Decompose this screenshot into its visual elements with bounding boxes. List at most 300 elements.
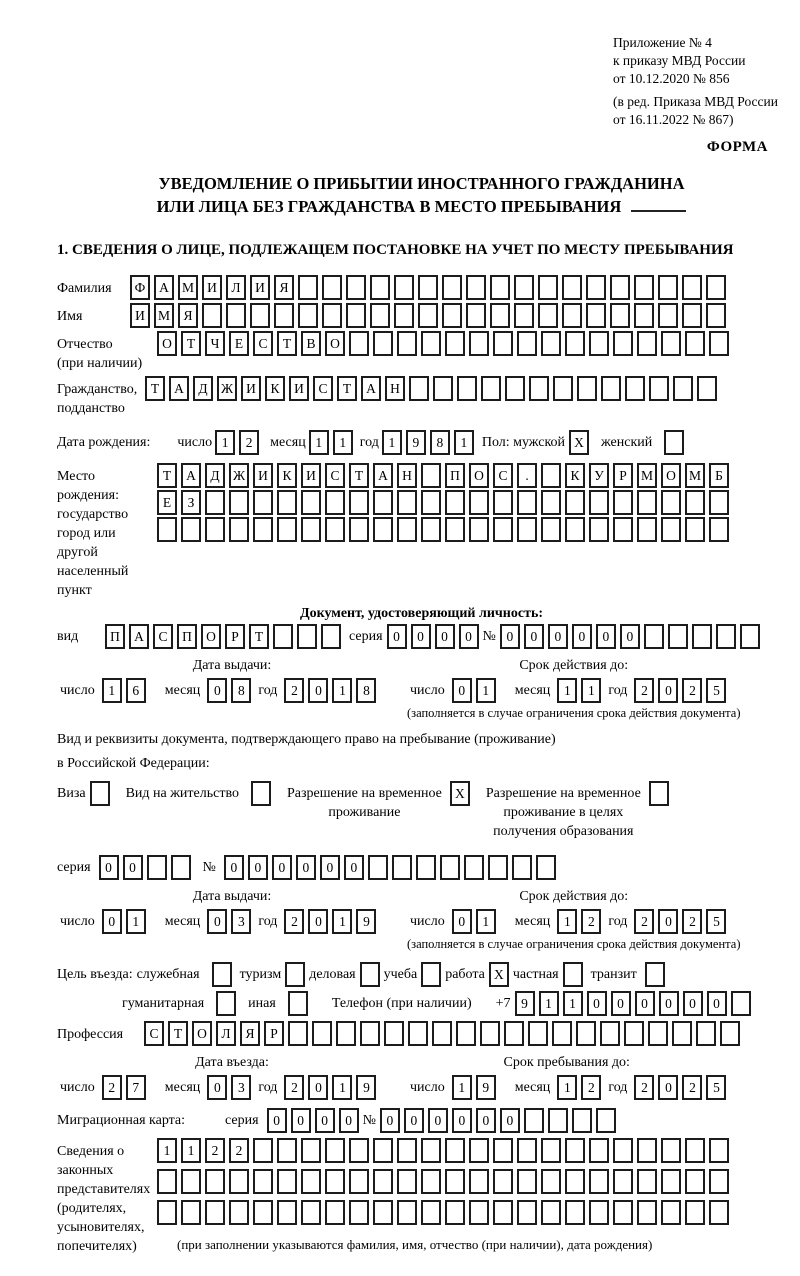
char-cell[interactable] <box>648 1021 668 1046</box>
char-cell[interactable] <box>490 303 510 328</box>
char-cell[interactable] <box>716 624 736 649</box>
char-cell[interactable]: X <box>489 962 509 987</box>
char-cell[interactable]: 0 <box>683 991 703 1016</box>
char-cell[interactable]: 9 <box>356 1075 376 1100</box>
char-cell[interactable] <box>418 303 438 328</box>
char-cell[interactable]: 0 <box>296 855 316 880</box>
char-cell[interactable]: 0 <box>500 1108 520 1133</box>
char-cell[interactable]: 0 <box>387 624 407 649</box>
char-cell[interactable]: С <box>253 331 273 356</box>
char-cell[interactable]: 0 <box>267 1108 287 1133</box>
entry-day-cells[interactable] <box>102 1075 146 1100</box>
char-cell[interactable] <box>562 275 582 300</box>
char-cell[interactable] <box>250 303 270 328</box>
char-cell[interactable] <box>529 376 549 401</box>
char-cell[interactable] <box>469 1200 489 1225</box>
char-cell[interactable]: Б <box>709 463 729 488</box>
char-cell[interactable]: 0 <box>224 855 244 880</box>
char-cell[interactable] <box>445 1200 465 1225</box>
char-cell[interactable] <box>562 303 582 328</box>
char-cell[interactable] <box>346 303 366 328</box>
char-cell[interactable]: Т <box>249 624 269 649</box>
char-cell[interactable]: Ч <box>205 331 225 356</box>
char-cell[interactable] <box>658 303 678 328</box>
char-cell[interactable]: И <box>202 275 222 300</box>
identity-valid-year-cells[interactable] <box>634 678 726 703</box>
char-cell[interactable]: И <box>250 275 270 300</box>
char-cell[interactable]: А <box>169 376 189 401</box>
birth-year-cells[interactable] <box>382 430 474 455</box>
char-cell[interactable] <box>273 624 293 649</box>
char-cell[interactable] <box>394 303 414 328</box>
char-cell[interactable]: 0 <box>659 991 679 1016</box>
char-cell[interactable]: 1 <box>215 430 235 455</box>
char-cell[interactable] <box>373 490 393 515</box>
char-cell[interactable] <box>493 490 513 515</box>
char-cell[interactable] <box>301 1200 321 1225</box>
char-cell[interactable]: А <box>373 463 393 488</box>
char-cell[interactable]: 5 <box>706 909 726 934</box>
char-cell[interactable]: 2 <box>634 909 654 934</box>
residence-valid-month-cells[interactable] <box>557 909 601 934</box>
char-cell[interactable]: Т <box>145 376 165 401</box>
char-cell[interactable] <box>661 490 681 515</box>
citizenship-cells[interactable] <box>145 376 717 401</box>
char-cell[interactable] <box>613 1169 633 1194</box>
char-cell[interactable] <box>445 517 465 542</box>
char-cell[interactable]: О <box>157 331 177 356</box>
char-cell[interactable]: 1 <box>181 1138 201 1163</box>
char-cell[interactable] <box>325 490 345 515</box>
char-cell[interactable] <box>613 331 633 356</box>
char-cell[interactable] <box>205 1200 225 1225</box>
char-cell[interactable]: Т <box>277 331 297 356</box>
migration-series-cells[interactable] <box>267 1108 359 1133</box>
char-cell[interactable]: 1 <box>102 678 122 703</box>
char-cell[interactable] <box>442 275 462 300</box>
char-cell[interactable]: 0 <box>272 855 292 880</box>
char-cell[interactable] <box>685 517 705 542</box>
purpose-humanitarian-checkbox[interactable] <box>216 991 236 1016</box>
char-cell[interactable]: 0 <box>435 624 455 649</box>
char-cell[interactable] <box>514 275 534 300</box>
char-cell[interactable]: 0 <box>572 624 592 649</box>
char-cell[interactable] <box>610 275 630 300</box>
purpose-study-checkbox[interactable] <box>421 962 441 987</box>
char-cell[interactable]: Т <box>349 463 369 488</box>
char-cell[interactable]: 0 <box>707 991 727 1016</box>
char-cell[interactable] <box>216 991 236 1016</box>
char-cell[interactable] <box>157 1169 177 1194</box>
char-cell[interactable]: О <box>192 1021 212 1046</box>
char-cell[interactable]: И <box>241 376 261 401</box>
char-cell[interactable] <box>288 1021 308 1046</box>
char-cell[interactable] <box>541 1169 561 1194</box>
char-cell[interactable] <box>469 331 489 356</box>
char-cell[interactable] <box>548 1108 568 1133</box>
char-cell[interactable] <box>349 1169 369 1194</box>
char-cell[interactable] <box>538 303 558 328</box>
char-cell[interactable]: Ж <box>229 463 249 488</box>
char-cell[interactable] <box>481 376 501 401</box>
char-cell[interactable] <box>517 1138 537 1163</box>
char-cell[interactable] <box>322 303 342 328</box>
char-cell[interactable] <box>157 1200 177 1225</box>
char-cell[interactable] <box>212 962 232 987</box>
char-cell[interactable] <box>397 1169 417 1194</box>
char-cell[interactable]: 0 <box>500 624 520 649</box>
char-cell[interactable]: 0 <box>99 855 119 880</box>
char-cell[interactable] <box>298 275 318 300</box>
char-cell[interactable]: Е <box>229 331 249 356</box>
char-cell[interactable] <box>298 303 318 328</box>
char-cell[interactable]: И <box>130 303 150 328</box>
char-cell[interactable]: 0 <box>428 1108 448 1133</box>
char-cell[interactable] <box>596 1108 616 1133</box>
char-cell[interactable]: С <box>153 624 173 649</box>
char-cell[interactable]: 2 <box>229 1138 249 1163</box>
char-cell[interactable] <box>90 781 110 806</box>
char-cell[interactable] <box>637 490 657 515</box>
char-cell[interactable]: З <box>181 490 201 515</box>
char-cell[interactable] <box>394 275 414 300</box>
char-cell[interactable] <box>661 1138 681 1163</box>
char-cell[interactable] <box>538 275 558 300</box>
char-cell[interactable]: 5 <box>706 678 726 703</box>
char-cell[interactable] <box>251 781 271 806</box>
char-cell[interactable]: 1 <box>557 1075 577 1100</box>
char-cell[interactable] <box>706 303 726 328</box>
char-cell[interactable] <box>445 490 465 515</box>
identity-valid-month-cells[interactable] <box>557 678 601 703</box>
char-cell[interactable] <box>171 855 191 880</box>
char-cell[interactable]: 1 <box>309 430 329 455</box>
char-cell[interactable]: 0 <box>452 1108 472 1133</box>
identity-issue-month-cells[interactable] <box>207 678 251 703</box>
char-cell[interactable] <box>445 1169 465 1194</box>
char-cell[interactable] <box>576 1021 596 1046</box>
char-cell[interactable]: Я <box>240 1021 260 1046</box>
char-cell[interactable] <box>685 1200 705 1225</box>
char-cell[interactable] <box>349 517 369 542</box>
char-cell[interactable] <box>706 275 726 300</box>
identity-issue-year-cells[interactable] <box>284 678 376 703</box>
char-cell[interactable]: Т <box>337 376 357 401</box>
char-cell[interactable] <box>517 517 537 542</box>
char-cell[interactable] <box>634 303 654 328</box>
char-cell[interactable] <box>445 1138 465 1163</box>
birth-month-cells[interactable] <box>309 430 353 455</box>
char-cell[interactable] <box>624 1021 644 1046</box>
char-cell[interactable]: 2 <box>682 1075 702 1100</box>
char-cell[interactable] <box>664 430 684 455</box>
char-cell[interactable]: 0 <box>524 624 544 649</box>
char-cell[interactable] <box>349 490 369 515</box>
char-cell[interactable] <box>253 1169 273 1194</box>
char-cell[interactable]: 0 <box>620 624 640 649</box>
char-cell[interactable]: К <box>565 463 585 488</box>
char-cell[interactable] <box>277 517 297 542</box>
char-cell[interactable]: 1 <box>332 678 352 703</box>
char-cell[interactable]: А <box>361 376 381 401</box>
char-cell[interactable] <box>672 1021 692 1046</box>
char-cell[interactable] <box>625 376 645 401</box>
char-cell[interactable] <box>553 376 573 401</box>
char-cell[interactable] <box>601 376 621 401</box>
char-cell[interactable] <box>297 624 317 649</box>
char-cell[interactable] <box>469 490 489 515</box>
char-cell[interactable]: А <box>181 463 201 488</box>
char-cell[interactable] <box>464 855 484 880</box>
char-cell[interactable] <box>661 1169 681 1194</box>
entry-month-cells[interactable] <box>207 1075 251 1100</box>
char-cell[interactable] <box>408 1021 428 1046</box>
residence-series-cells[interactable] <box>99 855 191 880</box>
char-cell[interactable]: А <box>154 275 174 300</box>
char-cell[interactable] <box>709 1200 729 1225</box>
char-cell[interactable]: . <box>517 463 537 488</box>
char-cell[interactable] <box>488 855 508 880</box>
char-cell[interactable]: 1 <box>581 678 601 703</box>
char-cell[interactable]: 9 <box>406 430 426 455</box>
char-cell[interactable]: 2 <box>239 430 259 455</box>
char-cell[interactable]: 0 <box>380 1108 400 1133</box>
char-cell[interactable] <box>229 490 249 515</box>
char-cell[interactable] <box>285 962 305 987</box>
char-cell[interactable]: 5 <box>706 1075 726 1100</box>
char-cell[interactable]: 9 <box>515 991 535 1016</box>
char-cell[interactable] <box>731 991 751 1016</box>
char-cell[interactable]: 0 <box>308 1075 328 1100</box>
char-cell[interactable] <box>205 517 225 542</box>
purpose-transit-checkbox[interactable] <box>645 962 665 987</box>
char-cell[interactable] <box>181 1200 201 1225</box>
char-cell[interactable] <box>229 517 249 542</box>
char-cell[interactable]: Р <box>225 624 245 649</box>
char-cell[interactable] <box>577 376 597 401</box>
char-cell[interactable] <box>668 624 688 649</box>
char-cell[interactable] <box>692 624 712 649</box>
stay-day-cells[interactable] <box>452 1075 496 1100</box>
char-cell[interactable] <box>346 275 366 300</box>
char-cell[interactable] <box>322 275 342 300</box>
char-cell[interactable]: Ф <box>130 275 150 300</box>
char-cell[interactable] <box>589 1200 609 1225</box>
gender-male-checkbox[interactable] <box>569 430 589 455</box>
stay-year-cells[interactable] <box>634 1075 726 1100</box>
char-cell[interactable] <box>397 490 417 515</box>
char-cell[interactable] <box>720 1021 740 1046</box>
char-cell[interactable] <box>505 376 525 401</box>
char-cell[interactable] <box>384 1021 404 1046</box>
char-cell[interactable]: П <box>177 624 197 649</box>
birth-place-cells-row2[interactable] <box>157 490 729 515</box>
char-cell[interactable]: 0 <box>102 909 122 934</box>
char-cell[interactable] <box>181 517 201 542</box>
char-cell[interactable]: 8 <box>356 678 376 703</box>
char-cell[interactable]: К <box>265 376 285 401</box>
char-cell[interactable] <box>682 303 702 328</box>
char-cell[interactable] <box>493 1200 513 1225</box>
residence-number-cells[interactable] <box>224 855 556 880</box>
char-cell[interactable] <box>685 490 705 515</box>
identity-doc-series-cells[interactable] <box>387 624 479 649</box>
char-cell[interactable] <box>373 1138 393 1163</box>
purpose-tourism-checkbox[interactable] <box>285 962 305 987</box>
char-cell[interactable] <box>589 490 609 515</box>
char-cell[interactable] <box>528 1021 548 1046</box>
char-cell[interactable] <box>565 1169 585 1194</box>
char-cell[interactable] <box>409 376 429 401</box>
char-cell[interactable] <box>432 1021 452 1046</box>
residence-issue-year-cells[interactable] <box>284 909 376 934</box>
char-cell[interactable] <box>512 855 532 880</box>
char-cell[interactable] <box>370 303 390 328</box>
char-cell[interactable]: 1 <box>332 1075 352 1100</box>
char-cell[interactable] <box>709 490 729 515</box>
char-cell[interactable] <box>253 517 273 542</box>
char-cell[interactable] <box>637 1169 657 1194</box>
char-cell[interactable] <box>349 1200 369 1225</box>
char-cell[interactable] <box>288 991 308 1016</box>
char-cell[interactable] <box>709 517 729 542</box>
char-cell[interactable]: 1 <box>157 1138 177 1163</box>
char-cell[interactable]: 0 <box>548 624 568 649</box>
char-cell[interactable]: 0 <box>476 1108 496 1133</box>
char-cell[interactable]: М <box>685 463 705 488</box>
char-cell[interactable]: Я <box>274 275 294 300</box>
char-cell[interactable] <box>457 376 477 401</box>
char-cell[interactable]: 8 <box>231 678 251 703</box>
char-cell[interactable] <box>613 490 633 515</box>
char-cell[interactable]: К <box>277 463 297 488</box>
char-cell[interactable] <box>181 1169 201 1194</box>
char-cell[interactable] <box>637 1200 657 1225</box>
char-cell[interactable] <box>466 303 486 328</box>
char-cell[interactable] <box>661 1200 681 1225</box>
char-cell[interactable] <box>397 1138 417 1163</box>
profession-cells[interactable] <box>144 1021 740 1046</box>
char-cell[interactable] <box>613 1138 633 1163</box>
char-cell[interactable] <box>685 331 705 356</box>
char-cell[interactable] <box>541 331 561 356</box>
char-cell[interactable]: 1 <box>476 909 496 934</box>
char-cell[interactable] <box>325 1200 345 1225</box>
char-cell[interactable] <box>277 1200 297 1225</box>
char-cell[interactable]: 0 <box>315 1108 335 1133</box>
char-cell[interactable]: 0 <box>459 624 479 649</box>
char-cell[interactable]: Т <box>168 1021 188 1046</box>
char-cell[interactable]: 0 <box>308 909 328 934</box>
char-cell[interactable]: О <box>201 624 221 649</box>
char-cell[interactable] <box>445 331 465 356</box>
char-cell[interactable] <box>301 1169 321 1194</box>
char-cell[interactable]: 2 <box>284 1075 304 1100</box>
char-cell[interactable] <box>565 490 585 515</box>
patronymic-cells[interactable] <box>157 331 729 356</box>
char-cell[interactable] <box>253 1138 273 1163</box>
char-cell[interactable] <box>658 275 678 300</box>
char-cell[interactable]: 0 <box>339 1108 359 1133</box>
char-cell[interactable]: 0 <box>611 991 631 1016</box>
char-cell[interactable]: 9 <box>356 909 376 934</box>
representatives-cells-row3[interactable] <box>157 1200 729 1225</box>
char-cell[interactable] <box>421 1169 441 1194</box>
char-cell[interactable] <box>565 1200 585 1225</box>
char-cell[interactable] <box>644 624 664 649</box>
char-cell[interactable] <box>572 1108 592 1133</box>
char-cell[interactable]: О <box>469 463 489 488</box>
purpose-official-checkbox[interactable] <box>212 962 232 987</box>
char-cell[interactable]: 0 <box>658 1075 678 1100</box>
char-cell[interactable] <box>697 376 717 401</box>
char-cell[interactable]: У <box>589 463 609 488</box>
char-cell[interactable] <box>649 781 669 806</box>
char-cell[interactable] <box>696 1021 716 1046</box>
char-cell[interactable]: 0 <box>587 991 607 1016</box>
char-cell[interactable]: С <box>325 463 345 488</box>
char-cell[interactable] <box>421 1138 441 1163</box>
char-cell[interactable] <box>416 855 436 880</box>
char-cell[interactable]: 0 <box>308 678 328 703</box>
char-cell[interactable]: 0 <box>404 1108 424 1133</box>
char-cell[interactable]: 2 <box>682 678 702 703</box>
char-cell[interactable] <box>517 1200 537 1225</box>
migration-number-cells[interactable] <box>380 1108 616 1133</box>
char-cell[interactable] <box>541 463 561 488</box>
char-cell[interactable]: 1 <box>557 909 577 934</box>
char-cell[interactable]: Р <box>613 463 633 488</box>
char-cell[interactable] <box>325 517 345 542</box>
identity-valid-day-cells[interactable] <box>452 678 496 703</box>
char-cell[interactable] <box>589 331 609 356</box>
char-cell[interactable]: 0 <box>207 1075 227 1100</box>
visa-checkbox[interactable] <box>90 781 110 806</box>
char-cell[interactable] <box>373 1169 393 1194</box>
representatives-cells-row1[interactable] <box>157 1138 729 1163</box>
char-cell[interactable] <box>301 1138 321 1163</box>
char-cell[interactable]: Ж <box>217 376 237 401</box>
first-name-cells[interactable] <box>130 303 726 328</box>
char-cell[interactable] <box>589 517 609 542</box>
char-cell[interactable] <box>524 1108 544 1133</box>
char-cell[interactable] <box>600 1021 620 1046</box>
char-cell[interactable] <box>649 376 669 401</box>
char-cell[interactable]: Е <box>157 490 177 515</box>
char-cell[interactable] <box>312 1021 332 1046</box>
char-cell[interactable] <box>563 962 583 987</box>
char-cell[interactable] <box>517 1169 537 1194</box>
char-cell[interactable] <box>514 303 534 328</box>
char-cell[interactable]: О <box>325 331 345 356</box>
char-cell[interactable] <box>360 1021 380 1046</box>
char-cell[interactable] <box>226 303 246 328</box>
char-cell[interactable] <box>433 376 453 401</box>
char-cell[interactable]: 7 <box>126 1075 146 1100</box>
char-cell[interactable] <box>517 490 537 515</box>
char-cell[interactable] <box>442 303 462 328</box>
char-cell[interactable]: 0 <box>452 678 472 703</box>
char-cell[interactable]: 2 <box>634 678 654 703</box>
char-cell[interactable] <box>277 1169 297 1194</box>
char-cell[interactable] <box>229 1169 249 1194</box>
char-cell[interactable] <box>637 517 657 542</box>
char-cell[interactable] <box>421 490 441 515</box>
char-cell[interactable] <box>552 1021 572 1046</box>
char-cell[interactable]: 2 <box>581 1075 601 1100</box>
char-cell[interactable]: 2 <box>284 909 304 934</box>
char-cell[interactable] <box>157 517 177 542</box>
